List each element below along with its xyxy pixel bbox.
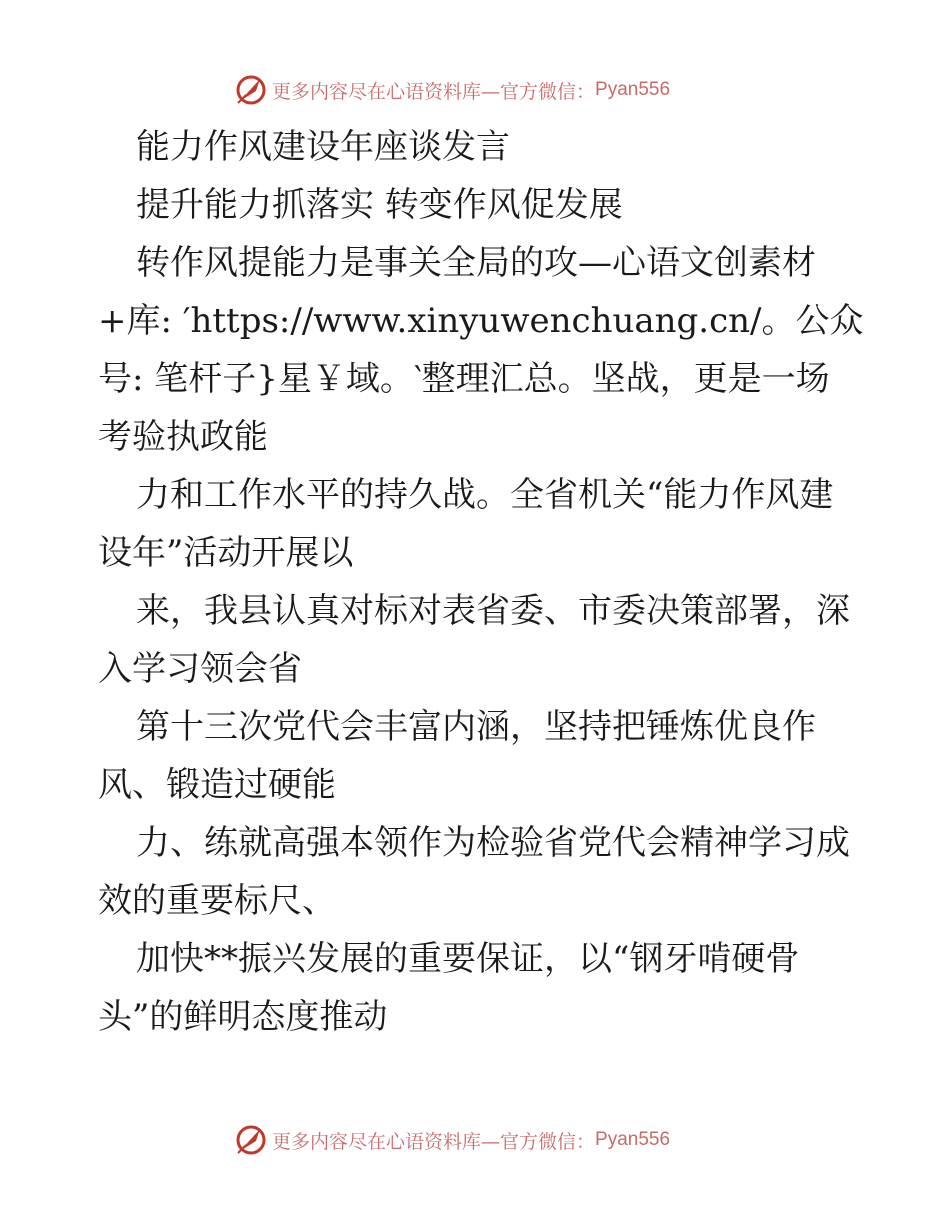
document-body	[98, 118, 864, 1046]
quill-logo-icon	[234, 1123, 268, 1157]
document-subtitle: 提升能力抓落实 转变作风促发展	[136, 185, 623, 225]
paragraph-line: +库: ′https://www.xinyuwenchuang.cn/。公众	[98, 301, 864, 341]
quill-logo-icon	[234, 73, 268, 107]
header-banner-wechat-id: Pyan556	[595, 79, 671, 100]
paragraph-line: 号: 笔杆子}星￥域。‵整理汇总。坚战，更是一场	[98, 359, 830, 399]
footer-watermark-banner	[234, 1122, 670, 1158]
paragraph-line: 效的重要标尺、	[98, 881, 336, 921]
paragraph-line: 头”的鲜明态度推动	[98, 997, 388, 1037]
document-title: 能力作风建设年座谈发言	[136, 127, 510, 167]
paragraph-line: 设年”活动开展以	[98, 533, 354, 573]
paragraph-line: 力、练就高强本领作为检验省党代会精神学习成	[136, 823, 850, 863]
header-banner-text: 更多内容尽在心语资料库—官方微信：	[272, 80, 596, 103]
paragraph-line: 转作风提能力是事关全局的攻—心语文创素材	[136, 243, 816, 283]
paragraph-line: 第十三次党代会丰富内涵，坚持把锤炼优良作	[136, 707, 816, 747]
paragraph-line: 风、锻造过硬能	[98, 765, 336, 805]
paragraph-line: 考验执政能	[98, 417, 268, 457]
paragraph-line: 来，我县认真对标对表省委、市委决策部署，深	[136, 591, 850, 631]
footer-banner-wechat-id: Pyan556	[595, 1129, 671, 1150]
header-watermark-banner	[234, 72, 670, 108]
paragraph-line: 入学习领会省	[98, 649, 302, 689]
footer-banner-text: 更多内容尽在心语资料库—官方微信：	[272, 1130, 596, 1153]
paragraph-line: 力和工作水平的持久战。全省机关“能力作风建	[136, 475, 834, 515]
paragraph-line: 加快**振兴发展的重要保证，以“钢牙啃硬骨	[136, 939, 800, 979]
